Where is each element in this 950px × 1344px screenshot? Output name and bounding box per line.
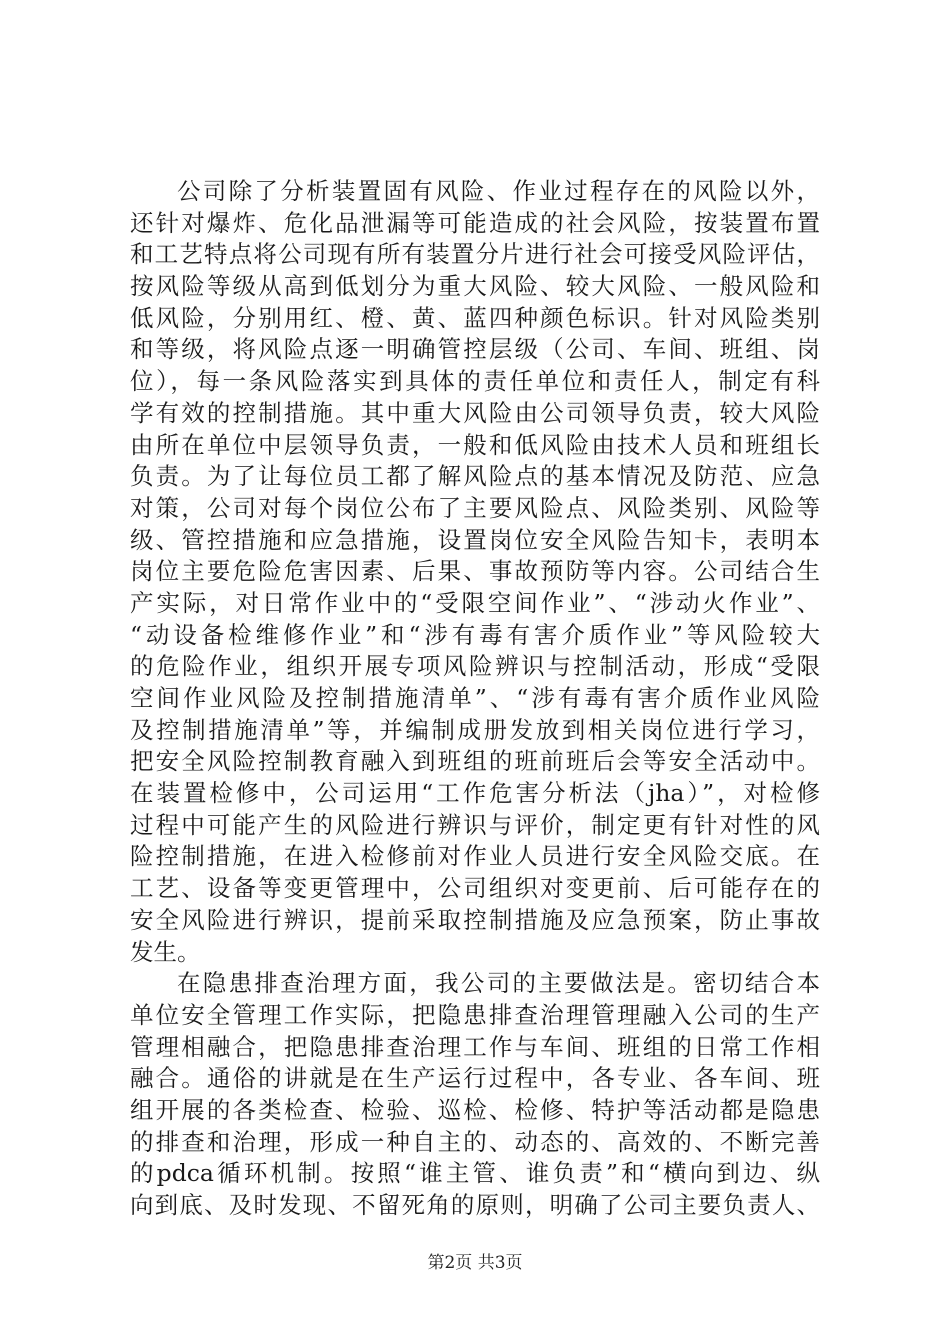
text-line: 安全风险进行辨识，提前采取控制措施及应急预案，防止事故 (130, 905, 820, 934)
text-line: 位），每一条风险落实到具体的责任单位和责任人，制定有科 (130, 367, 820, 396)
text-line: 的pdca循环机制。按照“谁主管、谁负责”和“横向到边、纵 (130, 1159, 820, 1188)
text-line: 险控制措施，在进入检修前对作业人员进行安全风险交底。在 (130, 842, 820, 871)
paragraph (130, 176, 820, 968)
text-line: 融合。通俗的讲就是在生产运行过程中，各专业、各车间、班 (130, 1064, 820, 1093)
text-line: 还针对爆炸、危化品泄漏等可能造成的社会风险，按装置布置 (130, 208, 820, 237)
text-line: 岗位主要危险危害因素、后果、事故预防等内容。公司结合生 (130, 557, 820, 586)
text-line: 学有效的控制措施。其中重大风险由公司领导负责，较大风险 (130, 398, 820, 427)
text-line: 组开展的各类检查、检验、巡检、检修、特护等活动都是隐患 (130, 1095, 820, 1124)
body-text (130, 176, 820, 1222)
text-line: 的危险作业，组织开展专项风险辨识与控制活动，形成“受限 (130, 652, 820, 681)
text-line: 及控制措施清单”等，并编制成册发放到相关岗位进行学习， (130, 715, 820, 744)
text-line: 单位安全管理工作实际，把隐患排查治理管理融入公司的生产 (130, 1000, 820, 1029)
text-line: 在隐患排查治理方面，我公司的主要做法是。密切结合本 (177, 969, 820, 998)
text-line: 对策，公司对每个岗位公布了主要风险点、风险类别、风险等 (130, 493, 820, 522)
paragraphs (130, 176, 820, 1222)
text-line: 管理相融合，把隐患排查治理工作与车间、班组的日常工作相 (130, 1032, 820, 1061)
text-line: 空间作业风险及控制措施清单”、“涉有毒有害介质作业风险 (130, 684, 820, 712)
text-line: 产实际，对日常作业中的“受限空间作业”、“涉动火作业”、 (130, 588, 820, 617)
text-line: 发生。 (130, 937, 201, 966)
text-line: “动设备检维修作业”和“涉有毒有害介质作业”等风险较大 (130, 620, 820, 649)
text-line: 级、管控措施和应急措施，设置岗位安全风险告知卡，表明本 (130, 525, 820, 554)
text-line: 和等级，将风险点逐一明确管控层级（公司、车间、班组、岗 (130, 335, 820, 364)
text-line: 低风险，分别用红、橙、黄、蓝四种颜色标识。针对风险类别 (130, 303, 820, 332)
text-line: 的排查和治理，形成一种自主的、动态的、高效的、不断完善 (130, 1127, 820, 1156)
text-line: 向到底、及时发现、不留死角的原则，明确了公司主要负责人、 (130, 1191, 820, 1219)
paragraph (130, 968, 820, 1222)
text-line: 工艺、设备等变更管理中，公司组织对变更前、后可能存在的 (130, 874, 820, 903)
page-footer: 第2页 共3页 (427, 1253, 523, 1273)
text-line: 过程中可能产生的风险进行辨识与评价，制定更有针对性的风 (130, 810, 820, 839)
text-line: 在装置检修中，公司运用“工作危害分析法（jha）”，对检修 (130, 779, 820, 808)
text-line: 把安全风险控制教育融入到班组的班前班后会等安全活动中。 (130, 747, 820, 776)
text-line: 按风险等级从高到低划分为重大风险、较大风险、一般风险和 (130, 272, 820, 301)
text-line: 公司除了分析装置固有风险、作业过程存在的风险以外， (177, 177, 820, 205)
text-line: 负责。为了让每位员工都了解风险点的基本情况及防范、应急 (130, 462, 820, 491)
text-line: 和工艺特点将公司现有所有装置分片进行社会可接受风险评估， (130, 240, 820, 269)
text-line: 由所在单位中层领导负责，一般和低风险由技术人员和班组长 (130, 430, 820, 459)
